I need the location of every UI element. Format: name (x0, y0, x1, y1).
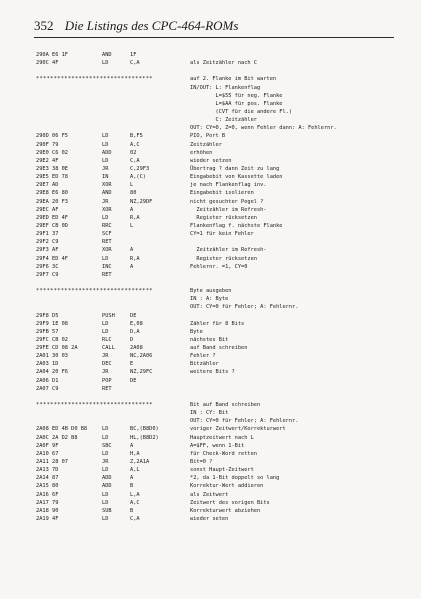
mnemonic: JR (102, 369, 109, 376)
comment: voriger Zeitwert/Korrekturwert (190, 426, 286, 433)
operand: BC,(B8D0) (130, 426, 159, 433)
comment: CY=1 für kein Fehler (190, 231, 254, 238)
hex-bytes: 6F (52, 491, 59, 498)
hex-bytes: 20 F3 (52, 198, 68, 205)
code-line (36, 385, 406, 393)
operand: NZ,29DF (130, 198, 153, 205)
address: 2A17 (36, 499, 49, 506)
mnemonic: LD (102, 450, 109, 457)
mnemonic: SCF (102, 231, 112, 238)
address: 2A18 (36, 507, 49, 514)
code-line (36, 352, 406, 360)
address: 29F8 (36, 312, 49, 319)
mnemonic: LD (102, 141, 109, 148)
code-line (36, 368, 406, 376)
mnemonic: SBC (102, 442, 112, 449)
mnemonic: RRC (102, 222, 112, 229)
hex-bytes: 57 (52, 328, 59, 335)
code-line (36, 450, 406, 458)
address: 2A16 (36, 491, 49, 498)
comment: Eingabebit isolieren (190, 190, 254, 197)
code-line (36, 222, 406, 230)
comment: Bit auf Band schreiben (190, 402, 261, 409)
code-line (36, 206, 406, 214)
hex-bytes: ED 4B D0 B8 (52, 426, 88, 433)
operand: E,08 (130, 320, 143, 327)
hex-bytes: 37 (52, 231, 59, 238)
comment: erhöhen (190, 149, 213, 156)
comment: PIO, Port B (190, 133, 226, 140)
operand: L,A (130, 491, 140, 498)
comment: wieder setzen (190, 157, 232, 164)
hex-bytes: E6 1F (52, 52, 68, 58)
operand: 1F (130, 52, 137, 58)
mnemonic: PUSH (102, 312, 115, 319)
hex-bytes: ED 4F (52, 214, 68, 221)
code-line (36, 263, 406, 271)
comment-line (36, 409, 406, 417)
page-number: 352 (34, 18, 54, 33)
hex-bytes: 80 (52, 483, 59, 490)
operand: C,29F3 (130, 165, 150, 172)
mnemonic: LD (102, 499, 109, 506)
comment: *2, da 1-Bit doppelt so lang (190, 475, 280, 482)
mnemonic: RET (102, 271, 112, 278)
comment: A=$FF, wenn 1-Bit (190, 442, 245, 449)
comment: IN : CY: Bit (190, 410, 229, 417)
operand: 02 (130, 149, 137, 156)
address: 2A0C (36, 434, 49, 441)
comment-line (36, 100, 406, 108)
mnemonic: XOR (102, 247, 112, 254)
hex-bytes: 06 F5 (52, 133, 68, 140)
operand: A,L (130, 467, 140, 474)
comment-line (36, 124, 406, 132)
hex-bytes: 1E 08 (52, 320, 68, 327)
operand: Z,2A1A (130, 459, 150, 466)
operand: HL,(B8D2) (130, 434, 159, 441)
mnemonic: SUB (102, 507, 112, 514)
comment: Fehler ? (190, 353, 216, 360)
mnemonic: XOR (102, 206, 112, 213)
address: 2A04 (36, 369, 49, 376)
address: 2A0F (36, 442, 49, 449)
address: 2A15 (36, 483, 49, 490)
address: 290A (36, 52, 49, 58)
address: 29FB (36, 328, 49, 335)
hex-bytes: 20 F6 (52, 369, 68, 376)
code-line (36, 181, 406, 189)
operand: A (130, 263, 134, 270)
mnemonic: JR (102, 459, 109, 466)
assembly-listing (36, 51, 406, 523)
mnemonic: LD (102, 320, 109, 327)
operand: A (130, 475, 134, 482)
operand: L (130, 222, 134, 229)
address: 29E8 (36, 190, 49, 197)
address: 2A03 (36, 361, 49, 368)
operand: C,A (130, 60, 140, 67)
mnemonic: LD (102, 516, 109, 523)
address: 29FE (36, 345, 49, 352)
hex-bytes: 38 0E (52, 165, 68, 172)
code-line (36, 173, 406, 181)
comment: Register rücksetzen (190, 255, 257, 262)
operand: 2A08 (130, 345, 143, 352)
section-header (36, 75, 406, 83)
operand: D,A (130, 328, 140, 335)
comment: Korrekturwert abziehen (190, 507, 261, 514)
code-line (36, 141, 406, 149)
code-line (36, 230, 406, 238)
comment: als Zeitzähler nach C (190, 60, 257, 67)
code-line (36, 214, 406, 222)
hex-bytes: 9F (52, 442, 59, 449)
code-line (36, 507, 406, 515)
operand: A,C (130, 141, 140, 148)
hex-bytes: 30 03 (52, 353, 68, 360)
comment-line (36, 92, 406, 100)
code-line (36, 474, 406, 482)
operand: B,F5 (130, 133, 143, 140)
hex-bytes: 7D (52, 467, 59, 474)
hex-bytes: AF (52, 206, 59, 213)
blank-line (36, 393, 406, 401)
operand: DE (130, 312, 137, 319)
code-line (36, 189, 406, 197)
code-line (36, 499, 406, 507)
hex-bytes: 67 (52, 450, 59, 457)
address: 29E2 (36, 157, 49, 164)
comment: wieder seten (190, 516, 229, 523)
operand: C,A (130, 516, 140, 523)
mnemonic: LD (102, 60, 109, 67)
hex-bytes: CD 08 2A (52, 345, 78, 352)
comment: für Check-Word retten (190, 450, 257, 457)
hex-bytes: E6 80 (52, 190, 68, 197)
code-line (36, 328, 406, 336)
comment: L=$55 für neg. Flanke (190, 92, 283, 99)
mnemonic: LD (102, 214, 109, 221)
address: 29F7 (36, 271, 49, 278)
address: 2A06 (36, 377, 49, 384)
hex-bytes: AF (52, 247, 59, 254)
address: 29F2 (36, 239, 49, 246)
hex-bytes: 2A D2 B8 (52, 434, 78, 441)
mnemonic: JR (102, 353, 109, 360)
address: 29F9 (36, 320, 49, 327)
code-line (36, 458, 406, 466)
code-line (36, 482, 406, 490)
comment: OUT: CY=0 für Fehler; A: Fehlernr. (190, 304, 299, 311)
operand: A (130, 247, 134, 254)
address: 29F4 (36, 255, 49, 262)
separator-stars: ********************************* (36, 76, 153, 83)
code-line (36, 425, 406, 433)
code-line (36, 312, 406, 320)
code-line (36, 344, 406, 352)
hex-bytes: 79 (52, 499, 59, 506)
separator-stars: ********************************* (36, 288, 153, 295)
address: 2A10 (36, 450, 49, 457)
code-line (36, 515, 406, 523)
comment-line (36, 84, 406, 92)
section-header (36, 401, 406, 409)
comment: IN/OUT: L: Flankenflag (190, 84, 261, 91)
mnemonic: RLC (102, 336, 112, 343)
operand: B (130, 507, 134, 514)
blank-line (36, 279, 406, 287)
mnemonic: RET (102, 385, 112, 392)
comment: IN : A: Byte (190, 296, 229, 303)
comment: Fehlernr. =1, CY=0 (190, 263, 248, 270)
code-line (36, 157, 406, 165)
comment-line (36, 108, 406, 116)
mnemonic: RET (102, 239, 112, 246)
hex-bytes: 28 07 (52, 459, 68, 466)
hex-bytes: C9 (52, 385, 59, 392)
comment-line (36, 417, 406, 425)
mnemonic: AND (102, 52, 112, 58)
comment: als Zeitwert (190, 491, 229, 498)
code-line (36, 320, 406, 328)
code-line (36, 59, 406, 67)
mnemonic: ADD (102, 483, 112, 490)
comment: Bitzähler (190, 361, 219, 368)
address: 29E7 (36, 182, 49, 189)
comment-line (36, 116, 406, 124)
code-line (36, 271, 406, 279)
address: 2A14 (36, 475, 49, 482)
comment: OUT: CY=0 für Fehler; A: Fehlernr. (190, 418, 299, 425)
code-line (36, 466, 406, 474)
comment: nicht gesuchter Pegel ? (190, 198, 264, 205)
hex-bytes: 4F (52, 60, 59, 67)
comment: weitere Bits ? (190, 369, 235, 376)
hex-bytes: AD (52, 182, 59, 189)
mnemonic: ADD (102, 149, 112, 156)
comment: Byte (190, 328, 203, 335)
address: 29EA (36, 198, 49, 205)
hex-bytes: 1D (52, 361, 59, 368)
code-line (36, 51, 406, 59)
mnemonic: LD (102, 467, 109, 474)
code-line (36, 165, 406, 173)
mnemonic: CALL (102, 345, 115, 352)
mnemonic: DEC (102, 361, 112, 368)
operand: B (130, 483, 134, 490)
mnemonic: LD (102, 426, 109, 433)
operand: C,A (130, 157, 140, 164)
comment: (CVT für die andere Fl.) (190, 108, 293, 115)
comment-line (36, 303, 406, 311)
mnemonic: INC (102, 263, 112, 270)
address: 29F3 (36, 247, 49, 254)
operand: A (130, 442, 134, 449)
operand: R,A (130, 214, 140, 221)
mnemonic: JR (102, 165, 109, 172)
address: 29E5 (36, 174, 49, 181)
operand: R,A (130, 255, 140, 262)
operand: NZ,29FC (130, 369, 153, 376)
address: 29E3 (36, 165, 49, 172)
hex-bytes: C6 02 (52, 149, 68, 156)
comment: Übertrag ? dann Zeit zu lang (190, 165, 280, 172)
address: 290F (36, 141, 49, 148)
blank-line (36, 67, 406, 75)
mnemonic: POP (102, 377, 112, 384)
mnemonic: XOR (102, 182, 112, 189)
page-header (34, 18, 394, 38)
hex-bytes: CB 0D (52, 222, 68, 229)
address: 29EF (36, 222, 49, 229)
mnemonic: LD (102, 157, 109, 164)
section-header (36, 287, 406, 295)
code-line (36, 246, 406, 254)
operand: NC,2A06 (130, 353, 153, 360)
mnemonic: IN (102, 174, 109, 181)
comment: L=$AA für pos. Flanke (190, 100, 283, 107)
hex-bytes: 3C (52, 263, 59, 270)
operand: A,C (130, 499, 140, 506)
comment: Eingabebit von Kassette laden (190, 174, 283, 181)
comment: je nach Flankenflag inv. (190, 182, 267, 189)
hex-bytes: D5 (52, 312, 59, 319)
hex-bytes: 4F (52, 516, 59, 523)
operand: L (130, 182, 134, 189)
hex-bytes: 87 (52, 475, 59, 482)
comment: Byte ausgeben (190, 288, 232, 295)
hex-bytes: CB 02 (52, 336, 68, 343)
operand: A (130, 206, 134, 213)
mnemonic: JR (102, 198, 109, 205)
address: 29FC (36, 336, 49, 343)
comment-line (36, 295, 406, 303)
comment: Zeitzähler (190, 141, 222, 148)
hex-bytes: ED 78 (52, 174, 68, 181)
address: 2A19 (36, 516, 49, 523)
operand: H,A (130, 450, 140, 457)
comment: Bit=0 ? (190, 459, 213, 466)
comment: auf Band schreiben (190, 345, 248, 352)
hex-bytes: C9 (52, 239, 59, 246)
code-line (36, 238, 406, 246)
comment: OUT: CY=0, Z=0, wenn Fehler dann: A: Fehlernr. (190, 125, 337, 132)
code-line (36, 434, 406, 442)
code-line (36, 491, 406, 499)
comment: auf 2. Flanke im Bit warten (190, 76, 277, 83)
code-line (36, 149, 406, 157)
address: 29E0 (36, 149, 49, 156)
mnemonic: ADD (102, 475, 112, 482)
comment: Hauptzeitwert nach L (190, 434, 254, 441)
operand: DE (130, 377, 137, 384)
hex-bytes: 90 (52, 507, 59, 514)
comment: Zähler für 8 Bits (190, 320, 245, 327)
operand: E (130, 361, 134, 368)
code-line (36, 198, 406, 206)
address: 2A11 (36, 459, 49, 466)
mnemonic: LD (102, 255, 109, 262)
comment: C: Zeitzähler (190, 117, 257, 124)
hex-bytes: ED 4F (52, 255, 68, 262)
page-title: Die Listings des CPC-464-ROMs (64, 18, 239, 33)
code-line (36, 255, 406, 263)
address: 290C (36, 60, 49, 67)
mnemonic: LD (102, 328, 109, 335)
address: 29F1 (36, 231, 49, 238)
operand: D (130, 336, 134, 343)
comment: Flankenflag f. nächste Flanke (190, 222, 283, 229)
address: 2A01 (36, 353, 49, 360)
comment: sonst Haupt-Zeitwert (190, 467, 254, 474)
comment: Zeitwert des vorigen Bits (190, 499, 270, 506)
code-line (36, 336, 406, 344)
code-line (36, 442, 406, 450)
address: 2A07 (36, 385, 49, 392)
address: 290D (36, 133, 49, 140)
comment: Register rücksetzen (190, 214, 257, 221)
code-line (36, 132, 406, 140)
mnemonic: LD (102, 434, 109, 441)
mnemonic: LD (102, 133, 109, 140)
address: 2A08 (36, 426, 49, 433)
hex-bytes: C9 (52, 271, 59, 278)
comment: nächstes Bit (190, 336, 229, 343)
comment: Zeitzähler im Refresh- (190, 206, 267, 213)
address: 29F6 (36, 263, 49, 270)
comment: Zeitzähler im Refresh- (190, 247, 267, 254)
hex-bytes: 79 (52, 141, 59, 148)
address: 29ED (36, 214, 49, 221)
mnemonic: LD (102, 491, 109, 498)
mnemonic: AND (102, 190, 112, 197)
operand: 80 (130, 190, 137, 197)
comment: Korrektur-Wert addieren (190, 483, 264, 490)
code-line (36, 360, 406, 368)
address: 29EC (36, 206, 49, 213)
operand: A,(C) (130, 174, 146, 181)
hex-bytes: 4F (52, 157, 59, 164)
address: 2A13 (36, 467, 49, 474)
separator-stars: ********************************* (36, 402, 153, 409)
code-line (36, 377, 406, 385)
hex-bytes: D1 (52, 377, 59, 384)
